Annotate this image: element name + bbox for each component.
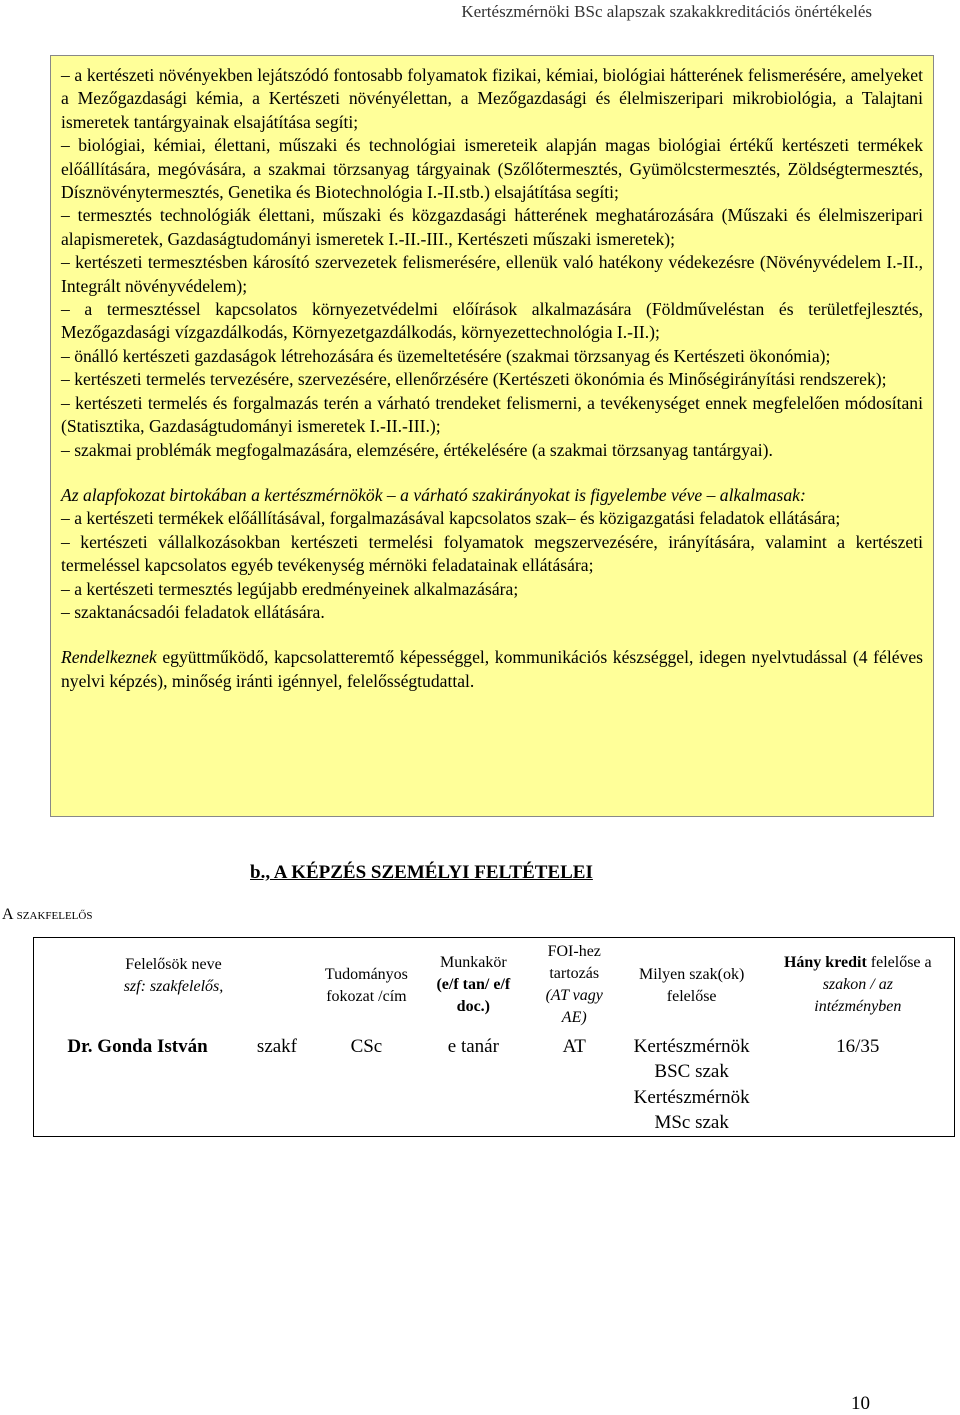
header-job-line1: Munkakör: [440, 954, 507, 971]
major-line: Kertészmérnök: [633, 1086, 750, 1108]
cell-credits: 16/35: [836, 1035, 880, 1057]
header-job: [420, 938, 527, 1034]
staff-table: [33, 937, 955, 1137]
alapfokozat-item: – a kertészeti termékek előállításával, forgalmazásával kapcsolatos szak– és közigazgatási feladatok ellátására;: [61, 508, 841, 529]
competency-item: – a kertészeti növényekben lejátszódó fontosabb folyamatok fizikai, kémiai, biológiai hátterének felismerésére, amelyeket a Mezőgazdasági kémia, a Kertészeti növényélettan, a Mezőgazdasági és élelmiszeripari mikrobiológia, a Talajtani ismeretek tantárgyainak elsajátítása segíti;: [61, 65, 923, 132]
cell-role: szakf: [256, 1035, 298, 1057]
competency-item: – termesztés technológiák élettani, műszaki és közgazdasági hátterének meghatározására (Műszaki és élelmiszeripari alapismeretek, Gazdaságtudományi ismeretek I.-II.-III., Kertészeti műszaki ismeretek);: [61, 205, 923, 249]
header-name: [34, 938, 313, 1034]
header-credit-italic: szakon / az intézményben: [814, 976, 902, 1015]
table-header-row: [34, 938, 955, 1034]
competency-item: – kertészeti termesztésben károsító szervezetek felismerésére, ellenük való hatékony védekezésre (Növényvédelem I.-II., Integrált növényvédelem);: [61, 252, 923, 296]
header-name-line2: szf: szakfelelős,: [123, 978, 224, 995]
section-title: b., A KÉPZÉS SZEMÉLYI FELTÉTELEI: [250, 862, 593, 883]
alapfokozat-item: – kertészeti vállalkozásokban kertészeti termelési folyamatok megszervezésére, irányítására, valamint a kertészeti termeléssel kapcsolatos egyéb tevékenység mérnöki feladatainak ellátására;: [61, 531, 923, 576]
header-foi: [527, 938, 622, 1034]
competency-item: – kertészeti termelés tervezésére, szervezésére, ellenőrzésére (Kertészeti ökonómia és Minőségirányítási rendszerek);: [61, 369, 887, 390]
header-degree: [313, 938, 420, 1034]
alapfokozat-intro: Az alapfokozat birtokában a kertészmérnökök – a várható szakirányokat is figyelembe véve – alkalmasak:: [61, 484, 806, 505]
header-credit-rest: felelőse a: [866, 954, 932, 971]
header-foi-line1: FOI-hez tartozás: [547, 943, 601, 982]
section-label: A szakfelelős: [2, 906, 93, 923]
table-row: [34, 1034, 955, 1137]
major-line: MSc szak: [654, 1112, 729, 1133]
header-name-line1: Felelősök neve: [125, 956, 222, 973]
header-credit-line1: [762, 952, 954, 974]
rendelkeznek-paragraph: [61, 646, 923, 693]
rendelkeznek-lead: Rendelkeznek: [61, 647, 157, 668]
header-credit: [762, 938, 955, 1034]
header-major-text: Milyen szak(ok) felelőse: [638, 966, 745, 1005]
page-number: 10: [851, 1393, 870, 1414]
competencies-box: [50, 55, 934, 817]
competency-item: – önálló kertészeti gazdaságok létrehozására és üzemeltetésére (szakmai törzsanyag és Kertészeti ökonómia);: [61, 345, 831, 366]
header-credit-bold: Hány kredit: [783, 954, 867, 971]
competency-item: – szakmai problémák megfogalmazására, elemzésére, értékelésére (a szakmai törzsanyag tantárgyai).: [61, 439, 773, 460]
header-degree-text: Tudományos fokozat /cím: [324, 966, 408, 1005]
running-header: Kertészmérnöki BSc alapszak szakakkreditációs önértékelés: [461, 2, 872, 21]
cell-name: Dr. Gonda István: [67, 1035, 208, 1057]
cell-degree: CSc: [350, 1035, 383, 1057]
cell-major: [622, 1034, 762, 1137]
header-job-line2: (e/f tan/ e/f doc.): [436, 976, 511, 1015]
major-line: Kertészmérnök: [633, 1035, 750, 1057]
rendelkeznek-text: együttműködő, kapcsolatteremtő képességgel, kommunikációs készséggel, idegen nyelvtudással (4 féléves nyelvi képzés), minőség iránti igénnyel, felelősségtudattal.: [61, 647, 923, 691]
major-line: BSC szak: [654, 1061, 729, 1082]
alapfokozat-item: – a kertészeti termesztés legújabb eredményeinek alkalmazására;: [61, 578, 519, 599]
cell-foi: AT: [562, 1035, 586, 1057]
competency-item: – kertészeti termelés és forgalmazás terén a várható trendeket felismerni, a tevékenységet ennek megfelelően módosítani (Statisztika, Gazdaságtudományi ismeretek I.-II.-III.);: [61, 392, 923, 437]
header-foi-line2: (AT vagy AE): [545, 987, 603, 1026]
cell-job: e tanár: [447, 1035, 499, 1057]
competency-item: – biológiai, kémiai, élettani, műszaki és technológiai ismereteik alapján magas biológiai értékű kertészeti termékek előállítására, megóvására, a szakmai törzsanyag tárgyainak (Szőlőtermesztés, Gyümölcstermesztés, Zöldségtermesztés, Dísznövénytermesztés, Genetika és Biotechnológia I.-II.stb.) elsajátítása segíti;: [61, 135, 923, 203]
alapfokozat-item: – szaktanácsadói feladatok ellátására.: [61, 601, 325, 622]
competency-item: – a termesztéssel kapcsolatos környezetvédelmi előírások alkalmazására (Földműveléstan és területfejlesztés, Mezőgazdasági vízgazdálkodás, Környezetgazdálkodás, környezettechnológia I.-II.);: [61, 299, 923, 343]
header-major: [622, 938, 762, 1034]
